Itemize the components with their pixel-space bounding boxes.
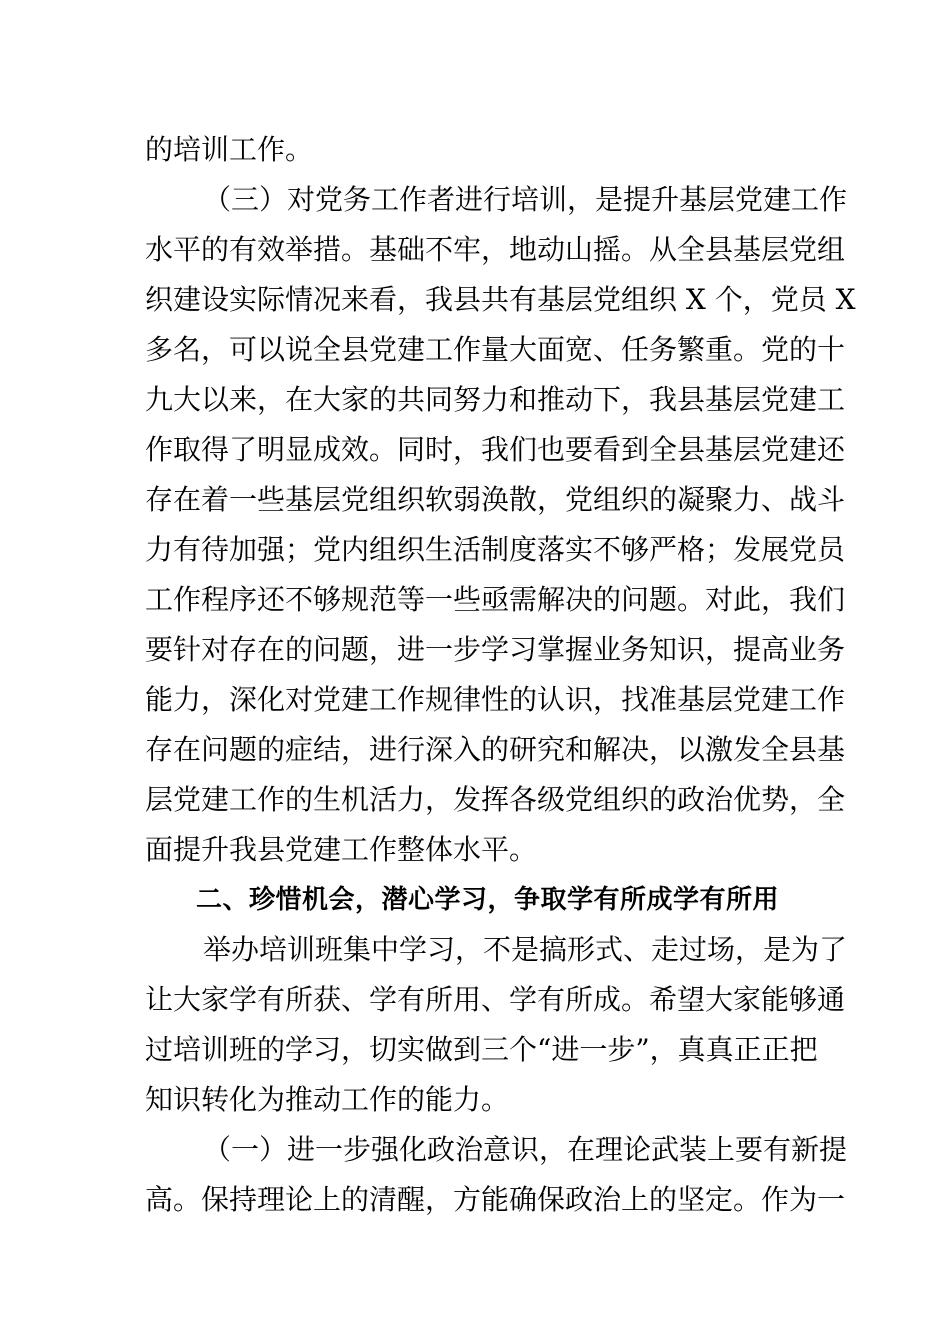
paragraph-line: 织建设实际情况来看，我县共有基层党组织 X 个，党员 X [145, 283, 856, 316]
section-heading: 二、珍惜机会，潜心学习，争取学有所成学有所用 [196, 885, 780, 915]
paragraph-line: 工作程序还不够规范等一些亟需解决的问题。对此，我们 [145, 583, 846, 616]
paragraph-line: 的培训工作。 [145, 133, 314, 166]
paragraph-line: 层党建工作的生机活力，发挥各级党组织的政治优势，全 [145, 783, 846, 816]
paragraph-line: 多名，可以说全县党建工作量大面宽、任务繁重。党的十 [145, 333, 846, 366]
paragraph-line: 高。保持理论上的清醒，方能确保政治上的坚定。作为一 [145, 1183, 846, 1216]
paragraph-line: 要针对存在的问题，进一步学习掌握业务知识，提高业务 [145, 633, 846, 666]
paragraph-line: 让大家学有所获、学有所用、学有所成。希望大家能够通 [145, 983, 846, 1016]
paragraph-line: 力有待加强；党内组织生活制度落实不够严格；发展党员 [145, 533, 846, 566]
paragraph-line: 作取得了明显成效。同时，我们也要看到全县基层党建还 [145, 433, 846, 466]
paragraph-line: 存在问题的症结，进行深入的研究和解决，以激发全县基 [145, 733, 846, 766]
paragraph-line: （一）进一步强化政治意识，在理论武装上要有新提 [203, 1133, 848, 1166]
paragraph-line: 能力，深化对党建工作规律性的认识，找准基层党建工作 [145, 683, 846, 716]
paragraph-line: 举办培训班集中学习，不是搞形式、走过场，是为了 [203, 933, 848, 966]
paragraph-line: 过培训班的学习，切实做到三个“进一步”，真真正正把 [145, 1033, 818, 1066]
paragraph-line: （三）对党务工作者进行培训，是提升基层党建工作 [203, 183, 848, 216]
paragraph-line: 存在着一些基层党组织软弱涣散，党组织的凝聚力、战斗 [145, 483, 846, 516]
paragraph-line: 水平的有效举措。基础不牢，地动山摇。从全县基层党组 [145, 233, 846, 266]
paragraph-line: 九大以来，在大家的共同努力和推动下，我县基层党建工 [145, 383, 846, 416]
paragraph-line: 面提升我县党建工作整体水平。 [145, 833, 538, 866]
paragraph-line: 知识转化为推动工作的能力。 [145, 1083, 510, 1116]
